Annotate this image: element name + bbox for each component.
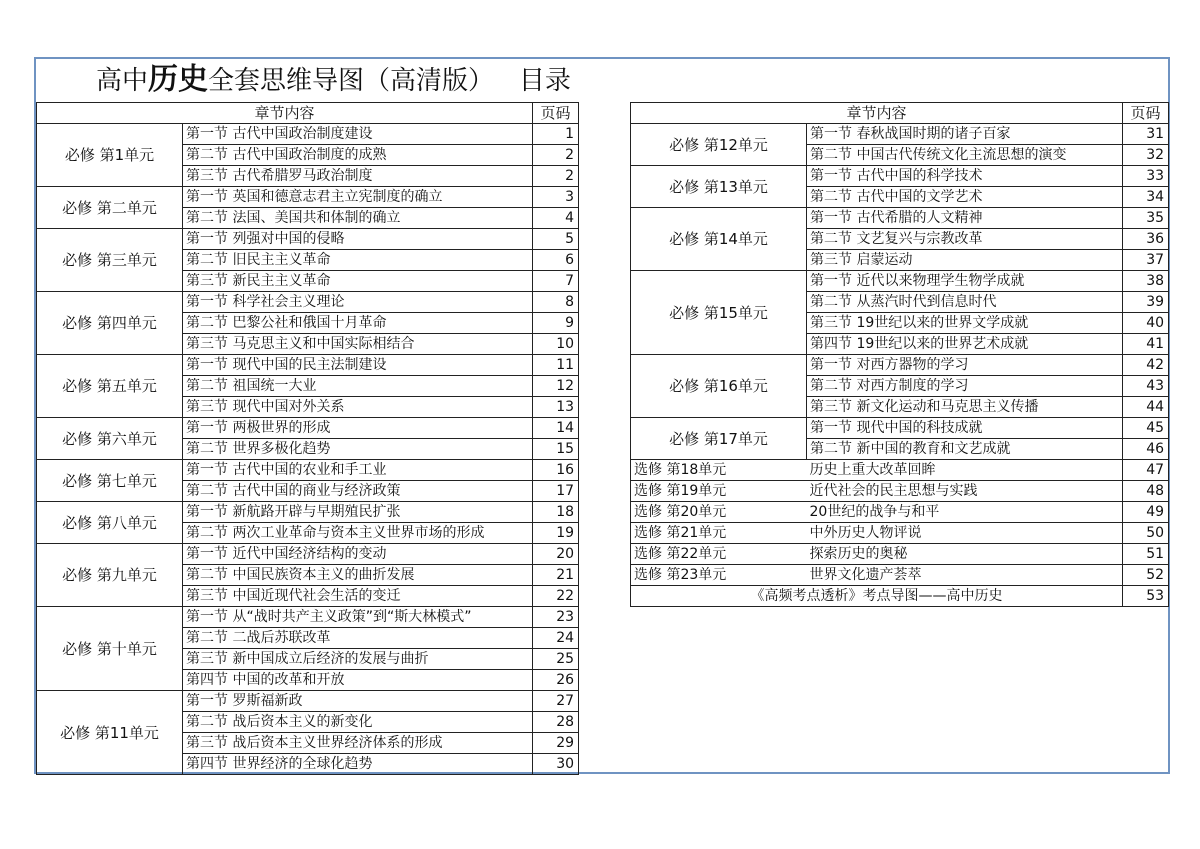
title-prefix: 高中 bbox=[96, 66, 149, 96]
page-number: 31 bbox=[1123, 124, 1169, 145]
section-title: 第二节 对西方制度的学习 bbox=[807, 376, 1123, 397]
section-title: 第二节 法国、美国共和体制的确立 bbox=[183, 208, 533, 229]
page-number: 13 bbox=[533, 397, 579, 418]
section-title: 第一节 两极世界的形成 bbox=[183, 418, 533, 439]
toc-row bbox=[37, 292, 579, 313]
toc-right-body bbox=[631, 124, 1169, 607]
page-number: 43 bbox=[1123, 376, 1169, 397]
elective-unit: 选修 第21单元 bbox=[631, 523, 807, 544]
page-number: 52 bbox=[1123, 565, 1169, 586]
page-number: 8 bbox=[533, 292, 579, 313]
unit-label: 必修 第二单元 bbox=[37, 187, 183, 229]
page-number: 40 bbox=[1123, 313, 1169, 334]
unit-label: 必修 第四单元 bbox=[37, 292, 183, 355]
toc-row bbox=[631, 208, 1169, 229]
page-number: 20 bbox=[533, 544, 579, 565]
section-title: 第一节 对西方器物的学习 bbox=[807, 355, 1123, 376]
page-number: 24 bbox=[533, 628, 579, 649]
page-number: 47 bbox=[1123, 460, 1169, 481]
toc-row bbox=[631, 418, 1169, 439]
elective-unit: 选修 第20单元 bbox=[631, 502, 807, 523]
unit-label: 必修 第12单元 bbox=[631, 124, 807, 166]
page-number: 2 bbox=[533, 145, 579, 166]
section-title: 第二节 从蒸汽时代到信息时代 bbox=[807, 292, 1123, 313]
section-title: 第二节 文艺复兴与宗教改革 bbox=[807, 229, 1123, 250]
elective-topic: 探索历史的奥秘 bbox=[807, 544, 1123, 565]
page-number: 5 bbox=[533, 229, 579, 250]
page-number: 4 bbox=[533, 208, 579, 229]
page-number: 53 bbox=[1123, 586, 1169, 607]
page-number: 42 bbox=[1123, 355, 1169, 376]
section-title: 第一节 近代中国经济结构的变动 bbox=[183, 544, 533, 565]
unit-label: 必修 第三单元 bbox=[37, 229, 183, 292]
section-title: 第三节 战后资本主义世界经济体系的形成 bbox=[183, 733, 533, 754]
unit-label: 必修 第15单元 bbox=[631, 271, 807, 355]
page-number: 39 bbox=[1123, 292, 1169, 313]
unit-label: 必修 第九单元 bbox=[37, 544, 183, 607]
page-number: 30 bbox=[533, 754, 579, 775]
section-title: 第三节 中国近现代社会生活的变迁 bbox=[183, 586, 533, 607]
page-number: 51 bbox=[1123, 544, 1169, 565]
section-title: 第一节 现代中国的科技成就 bbox=[807, 418, 1123, 439]
page-number: 23 bbox=[533, 607, 579, 628]
page-number: 26 bbox=[533, 670, 579, 691]
toc-row bbox=[37, 187, 579, 208]
header-page: 页码 bbox=[1123, 103, 1169, 124]
page-number: 25 bbox=[533, 649, 579, 670]
section-title: 第二节 巴黎公社和俄国十月革命 bbox=[183, 313, 533, 334]
toc-row bbox=[631, 271, 1169, 292]
elective-row bbox=[631, 481, 1169, 502]
section-title: 第二节 新中国的教育和文艺成就 bbox=[807, 439, 1123, 460]
page-number: 19 bbox=[533, 523, 579, 544]
unit-label: 必修 第11单元 bbox=[37, 691, 183, 775]
section-title: 第二节 中国古代传统文化主流思想的演变 bbox=[807, 145, 1123, 166]
unit-label: 必修 第十单元 bbox=[37, 607, 183, 691]
page-number: 3 bbox=[533, 187, 579, 208]
page-number: 37 bbox=[1123, 250, 1169, 271]
unit-label: 必修 第16单元 bbox=[631, 355, 807, 418]
header-content: 章节内容 bbox=[37, 103, 533, 124]
page-number: 38 bbox=[1123, 271, 1169, 292]
section-title: 第二节 古代中国的文学艺术 bbox=[807, 187, 1123, 208]
page-number: 21 bbox=[533, 565, 579, 586]
elective-topic: 历史上重大改革回眸 bbox=[807, 460, 1123, 481]
section-title: 第二节 战后资本主义的新变化 bbox=[183, 712, 533, 733]
page-number: 1 bbox=[533, 124, 579, 145]
section-title: 第一节 古代中国政治制度建设 bbox=[183, 124, 533, 145]
unit-label: 必修 第八单元 bbox=[37, 502, 183, 544]
unit-label: 必修 第七单元 bbox=[37, 460, 183, 502]
elective-row bbox=[631, 523, 1169, 544]
page-number: 44 bbox=[1123, 397, 1169, 418]
section-title: 第三节 19世纪以来的世界文学成就 bbox=[807, 313, 1123, 334]
section-title: 第三节 现代中国对外关系 bbox=[183, 397, 533, 418]
elective-unit: 选修 第19单元 bbox=[631, 481, 807, 502]
title-emphasis: 历史 bbox=[148, 62, 209, 97]
section-title: 第二节 两次工业革命与资本主义世界市场的形成 bbox=[183, 523, 533, 544]
toc-table-left bbox=[36, 102, 579, 775]
page-number: 18 bbox=[533, 502, 579, 523]
section-title: 第四节 中国的改革和开放 bbox=[183, 670, 533, 691]
header-content: 章节内容 bbox=[631, 103, 1123, 124]
section-title: 第一节 古代中国的农业和手工业 bbox=[183, 460, 533, 481]
elective-row bbox=[631, 502, 1169, 523]
page-number: 10 bbox=[533, 334, 579, 355]
elective-topic: 世界文化遗产荟萃 bbox=[807, 565, 1123, 586]
unit-label: 必修 第1单元 bbox=[37, 124, 183, 187]
page-title bbox=[96, 60, 571, 100]
page-number: 12 bbox=[533, 376, 579, 397]
unit-label: 必修 第17单元 bbox=[631, 418, 807, 460]
page-number: 28 bbox=[533, 712, 579, 733]
page-number: 14 bbox=[533, 418, 579, 439]
elective-row bbox=[631, 460, 1169, 481]
page-number: 36 bbox=[1123, 229, 1169, 250]
section-title: 第三节 古代希腊罗马政治制度 bbox=[183, 166, 533, 187]
section-title: 第一节 罗斯福新政 bbox=[183, 691, 533, 712]
toc-row bbox=[37, 124, 579, 145]
toc-row bbox=[37, 691, 579, 712]
section-title: 第一节 春秋战国时期的诸子百家 bbox=[807, 124, 1123, 145]
page-number: 32 bbox=[1123, 145, 1169, 166]
section-title: 第二节 世界多极化趋势 bbox=[183, 439, 533, 460]
elective-topic: 近代社会的民主思想与实践 bbox=[807, 481, 1123, 502]
page-number: 11 bbox=[533, 355, 579, 376]
page-number: 50 bbox=[1123, 523, 1169, 544]
title-suffix: 目录 bbox=[518, 66, 571, 96]
title-main: 全套思维导图（高清版） bbox=[208, 66, 495, 96]
footer-row bbox=[631, 586, 1169, 607]
section-title: 第一节 现代中国的民主法制建设 bbox=[183, 355, 533, 376]
page-number: 16 bbox=[533, 460, 579, 481]
header-row bbox=[631, 103, 1169, 124]
toc-row bbox=[37, 544, 579, 565]
page-number: 41 bbox=[1123, 334, 1169, 355]
section-title: 第一节 列强对中国的侵略 bbox=[183, 229, 533, 250]
unit-label: 必修 第六单元 bbox=[37, 418, 183, 460]
section-title: 第一节 近代以来物理学生物学成就 bbox=[807, 271, 1123, 292]
page-number: 45 bbox=[1123, 418, 1169, 439]
page-number: 46 bbox=[1123, 439, 1169, 460]
page-number: 6 bbox=[533, 250, 579, 271]
page-number: 29 bbox=[533, 733, 579, 754]
elective-topic: 20世纪的战争与和平 bbox=[807, 502, 1123, 523]
toc-row bbox=[631, 355, 1169, 376]
header-page: 页码 bbox=[533, 103, 579, 124]
unit-label: 必修 第五单元 bbox=[37, 355, 183, 418]
page-number: 2 bbox=[533, 166, 579, 187]
elective-unit: 选修 第23单元 bbox=[631, 565, 807, 586]
section-title: 第一节 从“战时共产主义政策”到“斯大林模式” bbox=[183, 607, 533, 628]
elective-row bbox=[631, 544, 1169, 565]
section-title: 第三节 新中国成立后经济的发展与曲折 bbox=[183, 649, 533, 670]
page-number: 22 bbox=[533, 586, 579, 607]
section-title: 第二节 古代中国政治制度的成熟 bbox=[183, 145, 533, 166]
section-title: 第一节 古代中国的科学技术 bbox=[807, 166, 1123, 187]
section-title: 第二节 古代中国的商业与经济政策 bbox=[183, 481, 533, 502]
section-title: 第一节 科学社会主义理论 bbox=[183, 292, 533, 313]
section-title: 第二节 旧民主主义革命 bbox=[183, 250, 533, 271]
elective-unit: 选修 第18单元 bbox=[631, 460, 807, 481]
page-number: 27 bbox=[533, 691, 579, 712]
page-number: 7 bbox=[533, 271, 579, 292]
page-number: 35 bbox=[1123, 208, 1169, 229]
toc-table-right bbox=[630, 102, 1169, 607]
section-title: 第二节 祖国统一大业 bbox=[183, 376, 533, 397]
page-number: 33 bbox=[1123, 166, 1169, 187]
elective-row bbox=[631, 565, 1169, 586]
toc-row bbox=[631, 166, 1169, 187]
unit-label: 必修 第14单元 bbox=[631, 208, 807, 271]
page-number: 15 bbox=[533, 439, 579, 460]
toc-row bbox=[37, 418, 579, 439]
section-title: 第三节 启蒙运动 bbox=[807, 250, 1123, 271]
toc-row bbox=[37, 460, 579, 481]
page-number: 48 bbox=[1123, 481, 1169, 502]
elective-topic: 中外历史人物评说 bbox=[807, 523, 1123, 544]
section-title: 第四节 世界经济的全球化趋势 bbox=[183, 754, 533, 775]
section-title: 第四节 19世纪以来的世界艺术成就 bbox=[807, 334, 1123, 355]
toc-row bbox=[37, 229, 579, 250]
toc-row bbox=[37, 607, 579, 628]
section-title: 第三节 新文化运动和马克思主义传播 bbox=[807, 397, 1123, 418]
section-title: 第一节 新航路开辟与早期殖民扩张 bbox=[183, 502, 533, 523]
toc-row bbox=[37, 502, 579, 523]
toc-row bbox=[37, 355, 579, 376]
section-title: 第一节 古代希腊的人文精神 bbox=[807, 208, 1123, 229]
section-title: 第三节 新民主主义革命 bbox=[183, 271, 533, 292]
page-number: 34 bbox=[1123, 187, 1169, 208]
section-title: 第二节 中国民族资本主义的曲折发展 bbox=[183, 565, 533, 586]
toc-row bbox=[631, 124, 1169, 145]
toc-left-body bbox=[37, 124, 579, 775]
section-title: 第一节 英国和德意志君主立宪制度的确立 bbox=[183, 187, 533, 208]
page-number: 49 bbox=[1123, 502, 1169, 523]
footer-text: 《高频考点透析》考点导图——高中历史 bbox=[631, 586, 1123, 607]
page-number: 9 bbox=[533, 313, 579, 334]
section-title: 第二节 二战后苏联改革 bbox=[183, 628, 533, 649]
header-row bbox=[37, 103, 579, 124]
page-number: 17 bbox=[533, 481, 579, 502]
elective-unit: 选修 第22单元 bbox=[631, 544, 807, 565]
section-title: 第三节 马克思主义和中国实际相结合 bbox=[183, 334, 533, 355]
unit-label: 必修 第13单元 bbox=[631, 166, 807, 208]
